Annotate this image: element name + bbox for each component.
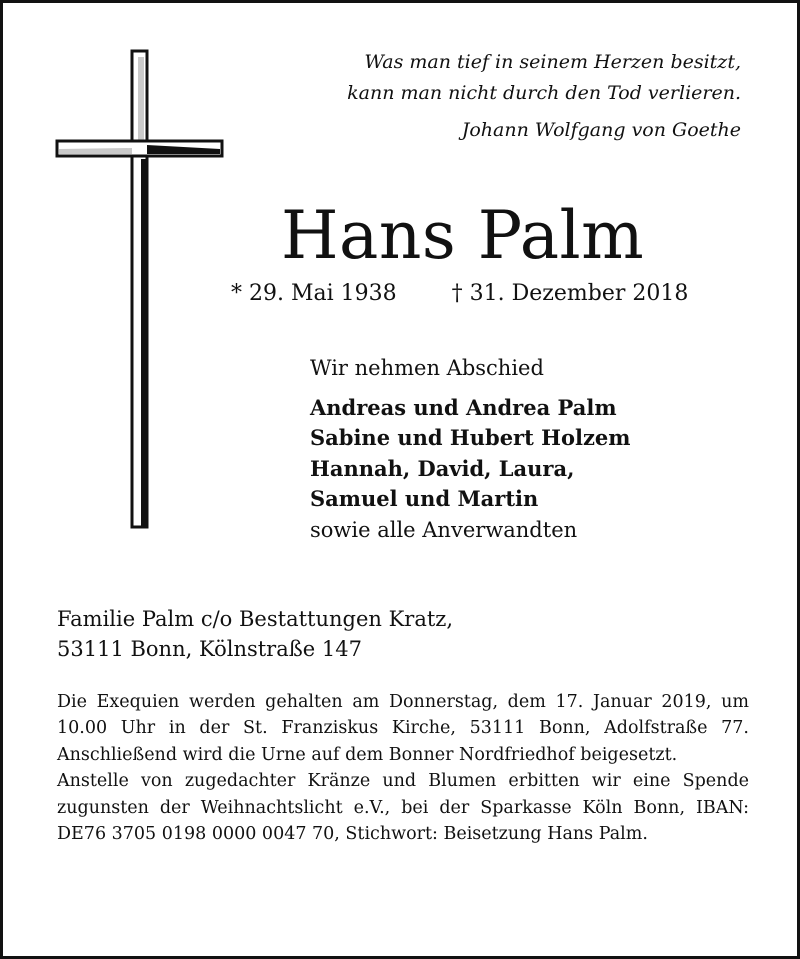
cross-icon	[55, 49, 225, 531]
notice-paragraph-2: Anstelle von zugedachter Kränze und Blumen erbitten wir eine Spende zugunsten der Weihnachtslicht e.V., bei der Sparkasse Köln Bonn, IBAN: DE76 3705 0198 0000 0047 70, Stichwort: Beisetzung Hans Palm.	[57, 771, 749, 845]
mourner-name: Sabine und Hubert Holzem	[310, 425, 631, 450]
life-dates	[231, 281, 688, 306]
mourners-block	[310, 353, 630, 545]
contact-line-2: 53111 Bonn, Kölnstraße 147	[57, 637, 362, 661]
mourner-name: Samuel und Martin	[310, 486, 539, 511]
deceased-name: Hans Palm	[281, 197, 645, 274]
notice-paragraph-1: Die Exequien werden gehalten am Donnerstag, dem 17. Januar 2019, um 10.00 Uhr in der St. Franziskus Kirche, 53111 Bonn, Adolfstraße 77. Anschließend wird die Urne auf dem Bonner Nordfriedhof beigesetzt.	[57, 692, 749, 765]
mourners-intro: Wir nehmen Abschied	[310, 356, 544, 380]
mourners-closing: sowie alle Anverwandten	[310, 517, 578, 542]
contact-address	[57, 604, 453, 664]
birth-date: * 29. Mai 1938	[231, 281, 397, 306]
contact-line-1: Familie Palm c/o Bestattungen Kratz,	[57, 607, 454, 631]
mourner-name: Andreas und Andrea Palm	[310, 394, 617, 420]
death-date: † 31. Dezember 2018	[451, 281, 689, 306]
quote-block	[347, 47, 741, 146]
quote-line-1: Was man tief in seinem Herzen besitzt,	[364, 51, 741, 73]
mourner-name: Hannah, David, Laura,	[310, 455, 575, 481]
quote-line-2: kann man nicht durch den Tod verlieren.	[347, 82, 741, 104]
funeral-notice	[57, 689, 749, 847]
quote-author: Johann Wolfgang von Goethe	[461, 119, 741, 141]
